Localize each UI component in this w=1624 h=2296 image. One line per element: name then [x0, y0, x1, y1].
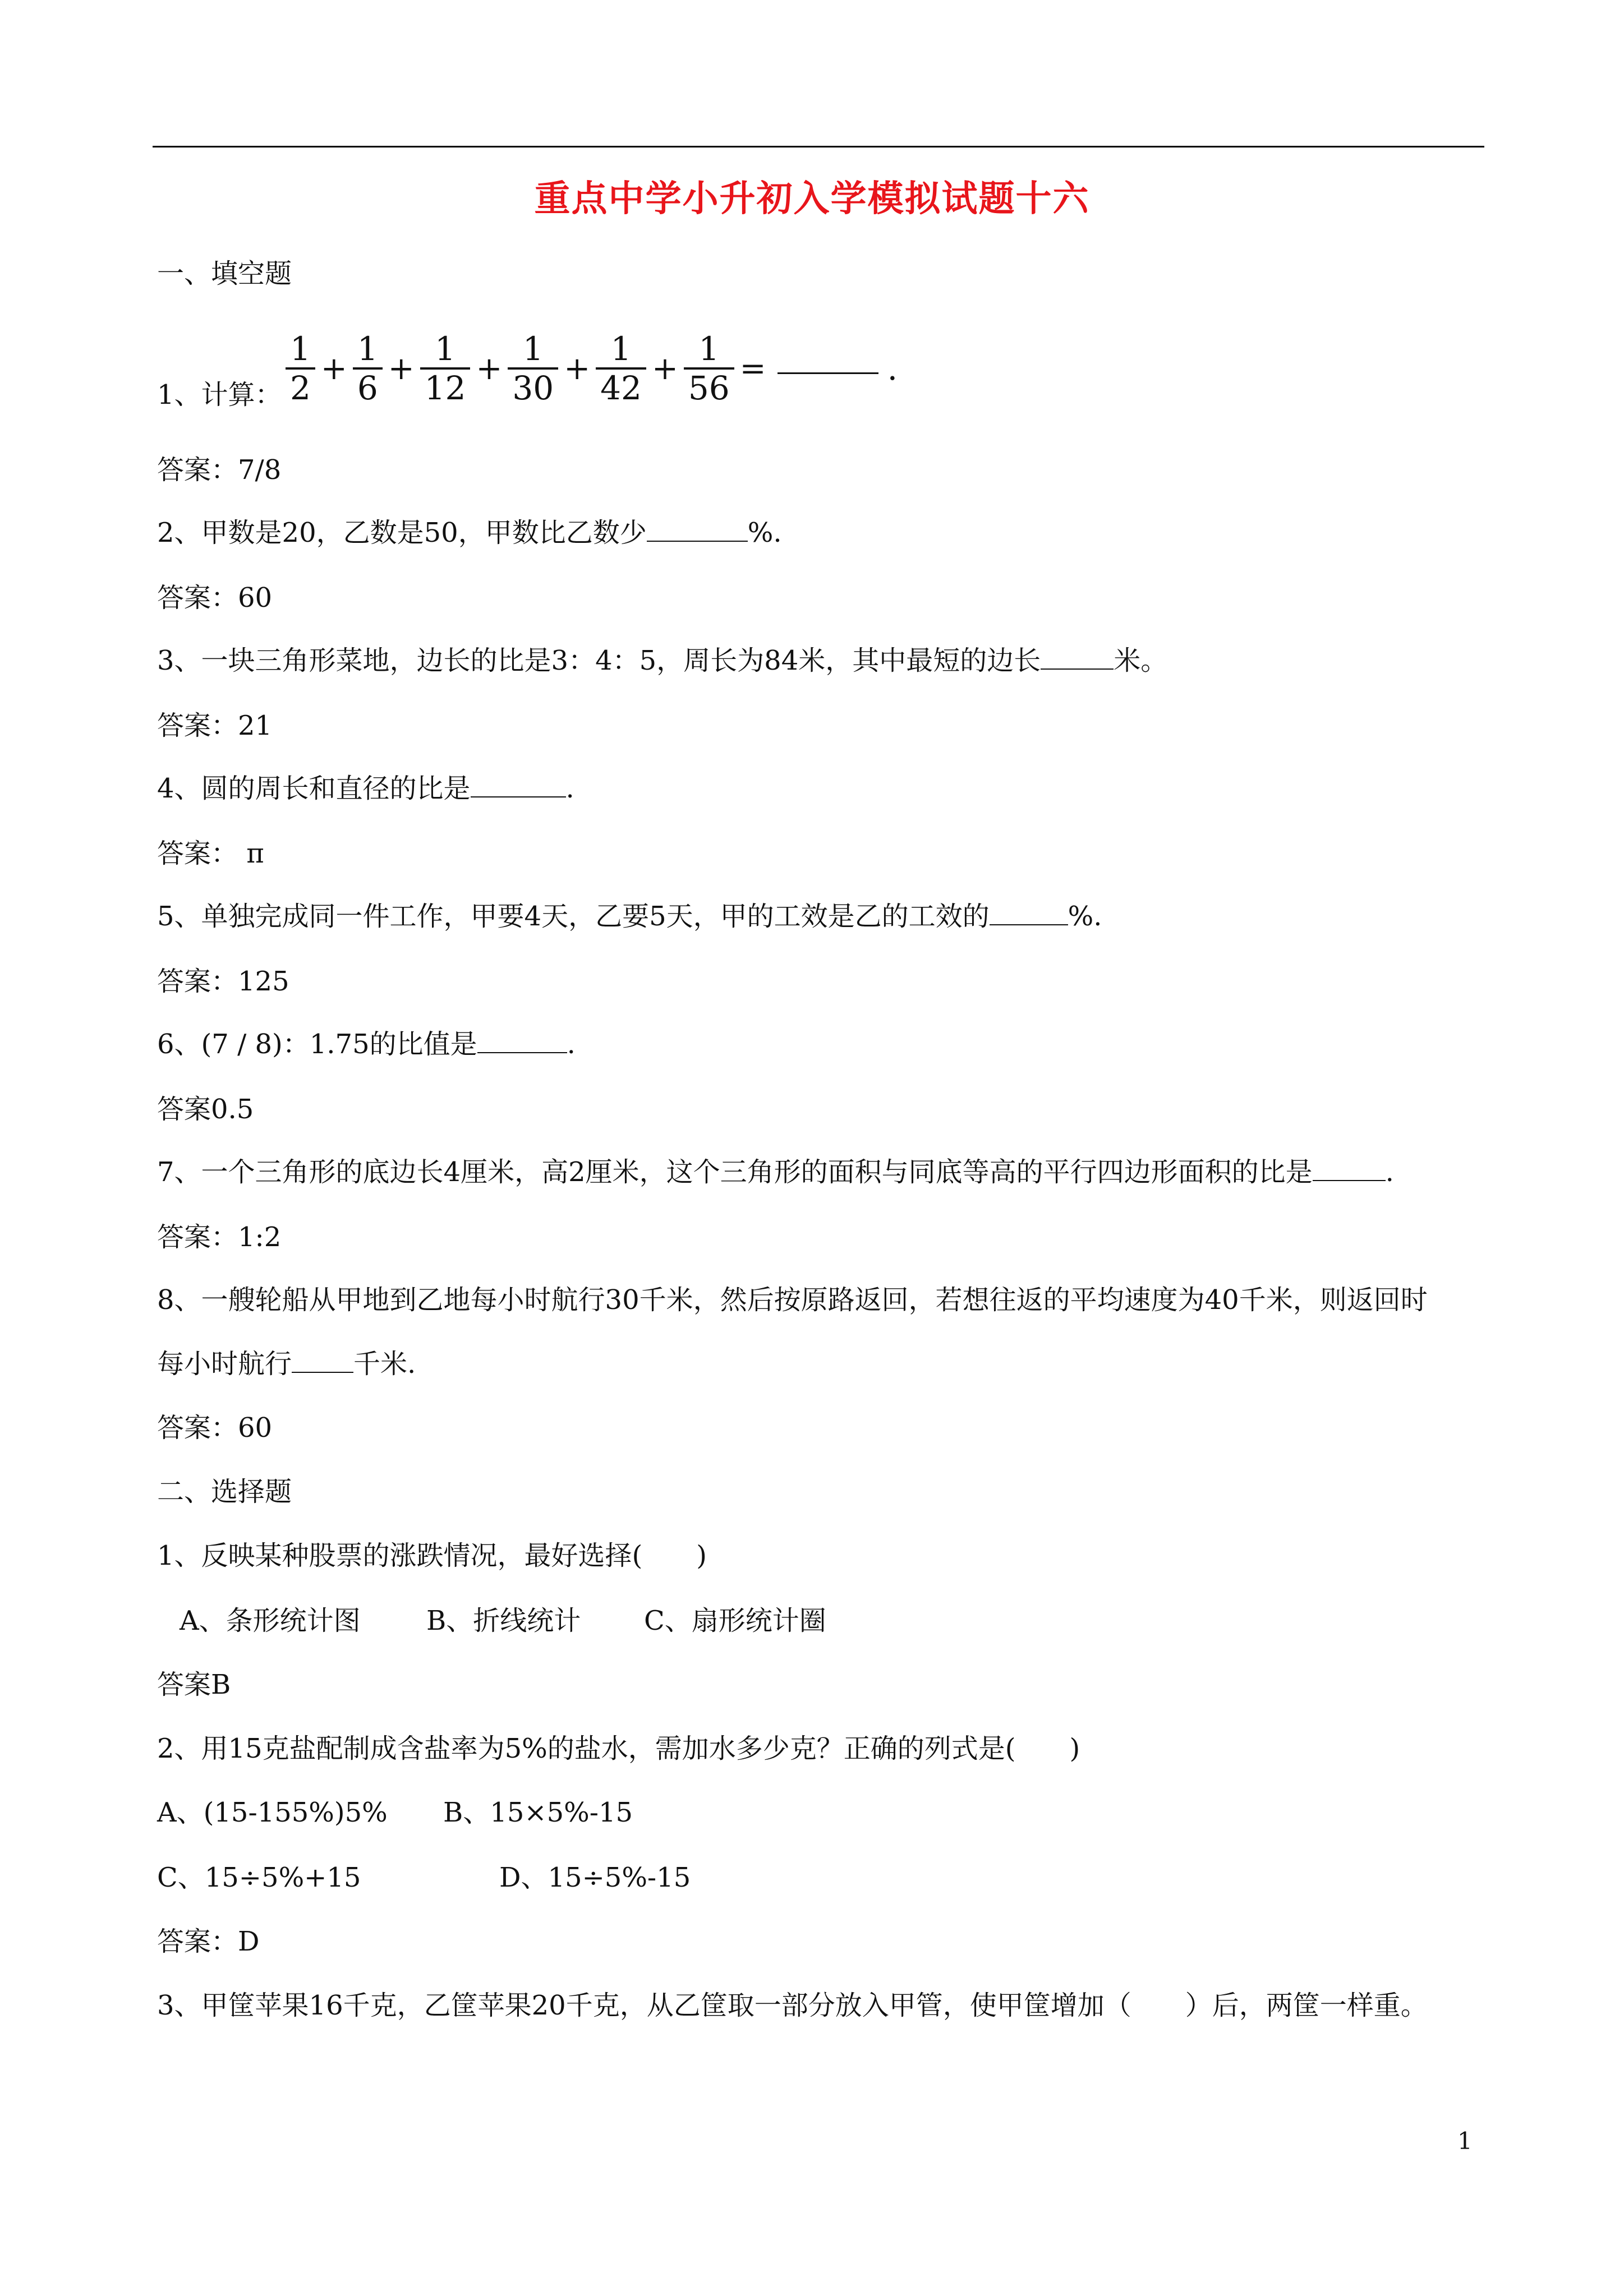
plus-sign: + — [564, 350, 591, 387]
q6-text: 6、(7 / 8)：1.75的比值是 . — [157, 1029, 576, 1060]
c1-answer: 答案B — [157, 1669, 231, 1700]
c1-question: 1、反映某种股票的涨跌情况，最好选择( ) — [157, 1540, 707, 1571]
q3-answer: 答案：21 — [157, 710, 273, 741]
c3-question: 3、甲筐苹果16千克，乙筐苹果20千克，从乙筐取一部分放入甲管，使甲筐增加（ ）后，两筐一样重。 — [157, 1990, 1428, 2021]
fraction: $\frac{1}{6}$ — [353, 330, 383, 407]
q7-text: 7、一个三角形的底边长4厘米，高2厘米，这个三角形的面积与同底等高的平行四边形面积的比是 . — [157, 1156, 1394, 1188]
fraction: $\frac{1}{2}$ — [286, 330, 315, 407]
c2-answer: 答案：D — [157, 1926, 260, 1957]
q8-text-line1: 8、一艘轮船从甲地到乙地每小时航行30千米，然后按原路返回，若想往返的平均速度为40千米，则返回时 — [157, 1284, 1428, 1316]
fraction: $\frac{1}{30}$ — [508, 330, 558, 407]
answer-blank — [477, 1030, 567, 1053]
page-title: 重点中学小升初入学模拟试题十六 — [534, 178, 1090, 220]
q2-answer: 答案：60 — [157, 582, 273, 614]
q3-text: 3、一块三角形菜地，边长的比是3：4：5，周长为84米，其中最短的边长 米。 — [157, 645, 1168, 676]
answer-blank — [1313, 1158, 1386, 1181]
q8-answer: 答案：60 — [157, 1412, 273, 1444]
section-fill-in-heading: 一、填空题 — [157, 258, 292, 289]
q8-text-line2: 每小时航行 千米. — [157, 1348, 416, 1380]
fraction: $\frac{1}{56}$ — [684, 330, 734, 407]
section-choice-heading: 二、选择题 — [157, 1476, 292, 1507]
c2-question: 2、用15克盐配制成含盐率为5%的盐水，需加水多少克？正确的列式是( ) — [157, 1733, 1080, 1764]
q7-answer: 答案：1:2 — [157, 1221, 282, 1253]
answer-blank — [1041, 646, 1114, 670]
c2-option-d: D、15÷5%-15 — [499, 1862, 691, 1893]
plus-sign: + — [320, 350, 347, 387]
q4-answer: 答案： π — [157, 838, 264, 869]
q1-formula — [283, 326, 898, 411]
q5-text: 5、单独完成同一件工作，甲要4天，乙要5天，甲的工效是乙的工效的 %. — [157, 901, 1102, 932]
c2-option-c: C、15÷5%+15 — [157, 1862, 361, 1893]
fraction: $\frac{1}{42}$ — [596, 330, 646, 407]
plus-sign: + — [388, 350, 415, 387]
plus-sign: + — [651, 350, 678, 387]
answer-blank — [292, 1349, 353, 1373]
q5-answer: 答案：125 — [157, 966, 289, 997]
q1-answer: 答案：7/8 — [157, 454, 282, 486]
c1-option-b: B、折线统计 — [426, 1605, 581, 1636]
c2-option-a: A、(15-155%)5% — [157, 1797, 388, 1828]
q1-label: 1、计算： — [157, 379, 282, 411]
answer-blank — [990, 902, 1068, 925]
page-number: 1 — [1457, 2127, 1473, 2155]
header-rule — [153, 146, 1484, 147]
equals-sign: = — [739, 350, 766, 387]
q2-text: 2、甲数是20，乙数是50，甲数比乙数少 %. — [157, 517, 782, 548]
plus-sign: + — [476, 350, 503, 387]
c2-option-b: B、15×5%-15 — [443, 1797, 633, 1828]
c1-option-a: A、条形统计图 — [180, 1605, 361, 1636]
fraction: $\frac{1}{12}$ — [420, 330, 471, 407]
period: . — [887, 349, 898, 388]
c1-option-c: C、扇形统计圈 — [644, 1605, 826, 1636]
answer-blank — [647, 518, 748, 542]
q6-answer: 答案0.5 — [157, 1094, 254, 1125]
q4-text: 4、圆的周长和直径的比是 . — [157, 773, 574, 804]
answer-blank — [778, 372, 878, 374]
answer-blank — [471, 774, 566, 797]
